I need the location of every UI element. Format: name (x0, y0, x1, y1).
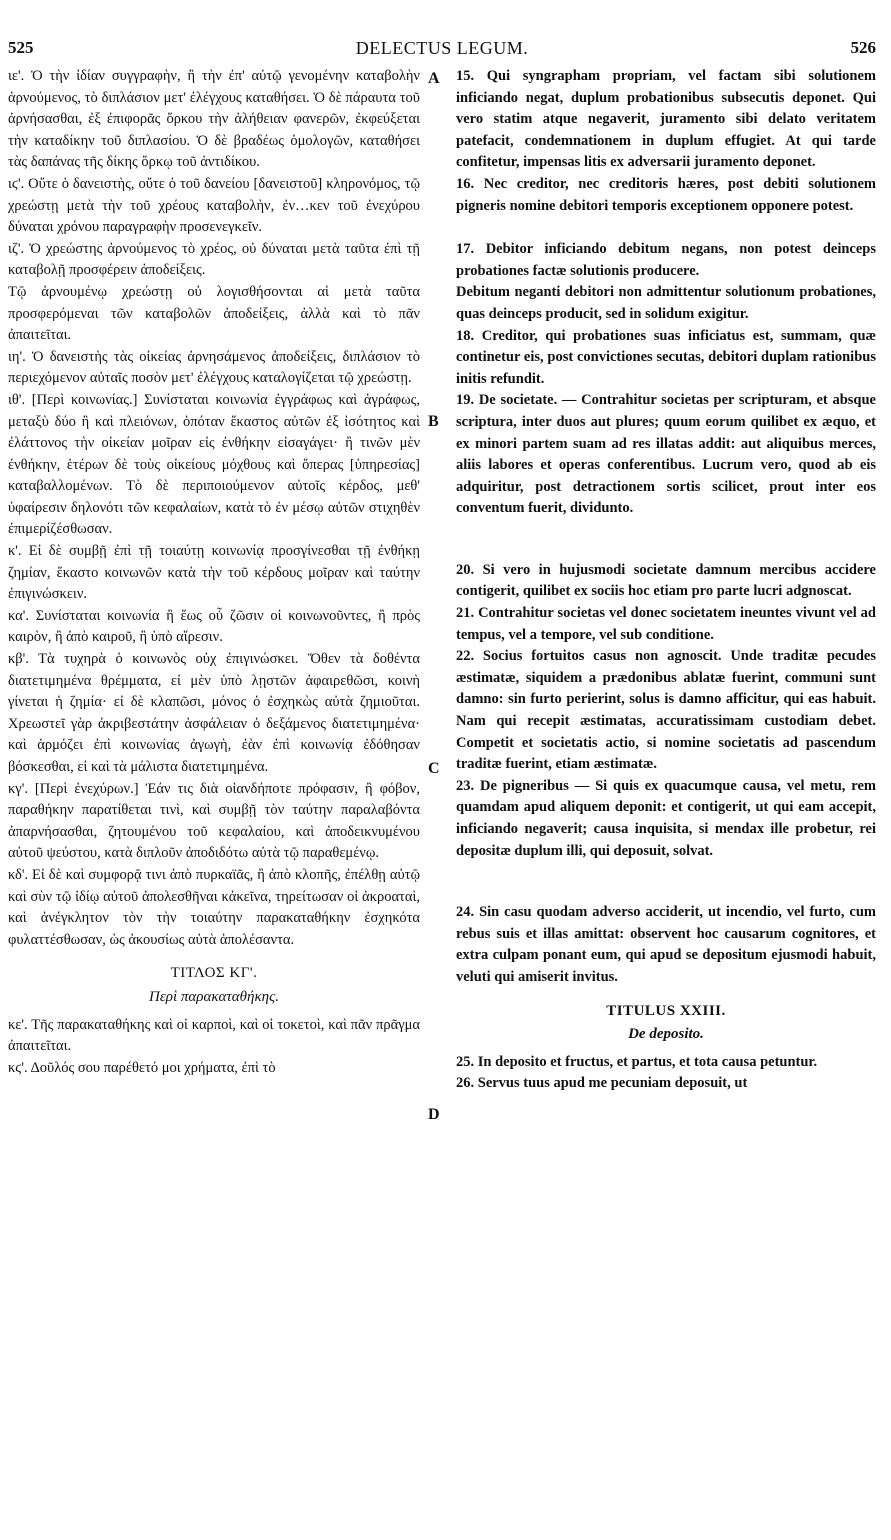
greek-paragraph-17-cont: Τῷ ἀρνουμένῳ χρεώστῃ οὐ λογισθήσονται αἱ μετὰ ταῦτα προσφερόμεναι τῶν καταβολῶν ἀποδείξεις, ἀλλὰ καὶ τὸ πᾶν ἀπαιτεῖται. (8, 283, 420, 344)
latin-title-heading: TITULUS XXIII. (606, 1002, 726, 1019)
latin-paragraph-23: 23. De pigneribus — Si quis ex quacumque causa, vel metu, rem quamdam apud aliquem deponit: et contigerit, ut qui eam accepit, inficiando negaverit; causa inquisita, si mendax ille probetur, rei depositæ duplum illi, qui deposuit, solvat. (456, 777, 876, 859)
latin-paragraph-15: 15. Qui syngrapham propriam, vel factam sibi solutionem inficiando negat, duplum probationibus subsecutis deponet. Qui vero statim atque negaverit, juramento sibi delato veritatem patefacit, condemnationem in duplum effugiet. At qui tarde confitetur, impensas litis ex adversarii juramento deponet. (456, 68, 876, 171)
greek-paragraph-24: κδ'. Εἰ δὲ καὶ συμφορᾷ τινι ἀπὸ πυρκαϊᾶς, ἢ ἀπὸ κλοπῆς, ἐπέλθῃ αὐτῷ καὶ σὺν τῷ ἰδίῳ αὐτοῦ ἀπολεσθῆναι κἀκεῖνα, τηρείτωσαν οἱ ἀκροαταὶ, καὶ ἀνέγκλητον τὸν τὴν τοιαύτην παρακαταθήκην ἐσχηκότα φυλαττέσθωσαν, ὡς ἀκουσίως αὐτὰ ἀπολέσαντα. (8, 866, 420, 948)
greek-paragraph-17: ιζ'. Ὁ χρεώστης ἀρνούμενος τὸ χρέος, οὐ δύναται μετὰ ταῦτα ἐπὶ τῇ καταβολῇ προσφέρειν ἀποδείξεις. (8, 240, 420, 279)
latin-paragraph-22: 22. Socius fortuitos casus non agnoscit. Unde traditæ pecudes æstimatæ, siquidem a prædonibus ablatæ fuerint, communi sunt damno: sin furto perierint, solus is damno afficitur, qui eas habuit. Nam qui recepit æstimatas, accuratissimam custodiam debet. Competit et societatis actio, si nomine societatis ad pascendum traditæ fuerint, etiam æstimatæ. (456, 648, 876, 773)
latin-paragraph-21: 21. Contrahitur societas vel donec societatem ineuntes vivunt vel ad tempus, vel a tempore, vel sub conditione. (456, 605, 876, 643)
latin-paragraph-17: 17. Debitor inficiando debitum negans, non potest deinceps probationes factæ solutionis producere. (456, 241, 876, 279)
right-page-number: 526 (850, 38, 876, 57)
latin-paragraph-19: 19. De societate. — Contrahitur societas per scripturam, et absque scriptura, inter duos aut plures; quum eorum quilibet ex æquo, et ex minori partem suam ad res illatas addit: aut aliquibus merces, aliis labores et operas conferentibus. Lucrum vero, quod ab eis adquiritur, post detractionem sortis scilicet, prout inter eos conventum fuerit, dividunto. (456, 392, 876, 517)
margin-letter-b: B (428, 413, 439, 430)
latin-paragraph-18: 18. Creditor, qui probationes suas inficiatus est, summam, quæ continetur eis, post convictiones secutas, debitori duplam rationibus initis refundit. (456, 327, 876, 387)
margin-letter-c: C (428, 760, 440, 777)
greek-paragraph-20: κ'. Εἰ δὲ συμβῇ ἐπὶ τῇ τοιαύτῃ κοινωνίᾳ προσγίνεσθαι τῇ ἐνθήκῃ ζημίαν, ἕκαστο κοινωνῶν κατὰ τὴν τοῦ κέρδους μοῖραν καὶ ταύτην ἐπιγινώσκειν. (8, 543, 420, 603)
latin-paragraph-20: 20. Si vero in hujusmodi societate damnum mercibus accidere contigerit, quilibet ex sociis hoc etiam pro parte lucri adgnoscat. (456, 561, 876, 600)
left-page-number: 525 (8, 38, 34, 57)
latin-paragraph-16: 16. Nec creditor, nec creditoris hæres, post debiti solutionem pigneris nomine debitori temporis exceptionem opponere potest. (456, 175, 876, 214)
greek-title-subheading: Περὶ παρακαταθήκης. (149, 988, 279, 1005)
latin-title-subheading: De deposito. (628, 1026, 704, 1043)
margin-letter-d: D (428, 1106, 440, 1123)
latin-paragraph-26: 26. Servus tuus apud me pecuniam deposuit, ut (456, 1075, 748, 1092)
greek-paragraph-23: κγ'. [Περὶ ἐνεχύρων.] Ἐάν τις διὰ οἱανδήποτε πρόφασιν, ἢ φόβον, παραθήκην παρατίθεται τινὶ, καὶ συμβῇ τὸν ταύτην παραλαβόντα ἀπαρνήσασθαι, ζητουμένου τοῦ κεφαλαίου, καὶ ἀποδεικνυμένου αὐτοῦ ψεύστου, κατὰ διπλοῦν ἀποδιδότω αὐτὰ τῷ παραθεμένῳ. (8, 780, 420, 862)
greek-paragraph-26: κϛ'. Δοῦλός σου παρέθετό μοι χρήματα, ἐπὶ τὸ (8, 1059, 276, 1076)
margin-letter-a: A (428, 70, 440, 87)
latin-column (456, 66, 876, 1095)
greek-paragraph-22: κβ'. Τὰ τυχηρὰ ὁ κοινωνὸς οὐχ ἐπιγινώσκει. Ὅθεν τὰ δοθέντα διατετιμημένα θρέμματα, εἰ μὲν ὑπὸ λῃστῶν ἀφαιρεθῶσι, κοινὴ γίνεται ἡ ζημία· εἰ δὲ κλαπῶσι, μόνος ὁ ἐσχηκὼς αὐτὰ ζημιοῦται. Χρεωστεῖ γὰρ ἀκριβεστάτην ἀσφάλειαν ὁ δεξάμενος διατετιμημένα· καὶ ἁρμόζει ἐπὶ κοινωνίας ἀγωγὴ, ἐὰν ἐπὶ κοινωνίᾳ ἐδόθησαν βόσκεσθαι, εἰ καὶ τὰ μάλιστα διατετιμημένα. (8, 651, 420, 775)
greek-paragraph-15: ιε'. Ὁ τὴν ἰδίαν συγγραφὴν, ἢ τὴν ἐπ' αὐτῷ γενομένην καταβολὴν ἀρνούμενος, τὸ διπλάσιον μετ' ἐλέγχους καταθήσει. Ὁ δὲ πάραυτα τοῦ ἀρνήσασθαι, ἐξ ἐπιφορᾶς ὅρκου τὴν ἀλήθειαν φανερῶν, ἐκφεύξεται τὴν καταδίκην τοῦ διπλασίου. Ὁ δὲ βραδέως ὁμολογῶν, καταθήσει τὰς δαπάνας τῆς δίκης ὅρκῳ τοῦ ἀντιδίκου. (8, 68, 420, 171)
greek-paragraph-16: ιϛ'. Οὔτε ὁ δανειστὴς, οὔτε ὁ τοῦ δανείου [δανειστοῦ] κληρονόμος, τῷ χρεώστῃ μετὰ τὴν τοῦ χρέους καταβολὴν, ἐν…κεν τοῦ ἐνεχύρου δύναται χρόνου παραγραφὴν προσενεγκεῖν. (8, 175, 420, 236)
greek-paragraph-19: ιθ'. [Περὶ κοινωνίας.] Συνίσταται κοινωνία ἐγγράφως καὶ ἀγράφως, μεταξὺ δύο ἢ καὶ πλειόνων, ὁπόταν ἕκαστος αὐτῶν ἐξ ἰσότητος καὶ ἐλάττονος τὴν οἰκείαν μοῖραν εἰς ἐνθήκην εἰσαγάγει· ἢ τινῶν μὲν ἐνθήκην, ἑτέρων δὲ τοὺς οἰκείους μόχθους καὶ ὅπερας [ὑπηρεσίας] καταβαλλομένων. Τὸ δὲ περιποιούμενον αὐτοῖς κέρδος, μεθ' ὑφαίρεσιν δηλονότι τῶν κεφαλαίων, κατὰ τὸ ἐν μέσῳ αὐτῶν στιχηθὲν ἐπιμερίζέσθωσαν. (8, 391, 420, 538)
greek-title-heading: ΤΙΤΛΟΣ ΚΓ'. (170, 965, 258, 982)
greek-paragraph-21: κα'. Συνίσταται κοινωνία ἢ ἕως οὗ ζῶσιν οἱ κοινωνοῦντες, ἢ πρὸς καιρὸν, ἢ ἀπὸ καιροῦ, ἢ ὑπὸ αἵρεσιν. (8, 607, 420, 646)
latin-paragraph-24: 24. Sin casu quodam adverso acciderit, ut incendio, vel furto, cum rebus suis et illas amittat: observent hoc causarum cognitores, et extra culpam ponant eum, qui apud se depositum ejusmodi habuit, veluti qui amiserit invitus. (456, 904, 876, 985)
running-title: DELECTUS LEGUM. (355, 38, 529, 58)
greek-column (8, 66, 420, 1079)
greek-paragraph-18: ιη'. Ὁ δανειστὴς τὰς οἰκείας ἀρνησάμενος ἀποδείξεις, διπλάσιον τὸ περιεχόμενον αὐταῖς ποσὸν μετ' ἐλέγχους καταλογίζεται τῷ χρεώστῃ. (8, 348, 420, 387)
page-header (8, 38, 876, 64)
latin-paragraph-17-cont: Debitum neganti debitori non admittentur solutionum probationes, quas deinceps producit, sed in solidum exigitur. (456, 284, 876, 322)
latin-paragraph-25: 25. In deposito et fructus, et partus, et tota causa petuntur. (456, 1053, 818, 1070)
greek-paragraph-25: κε'. Τῆς παρακαταθήκης καὶ οἱ καρποὶ, καὶ οἱ τοκετοὶ, καὶ πᾶν πρᾶγμα ἀπαιτεῖται. (8, 1016, 420, 1055)
